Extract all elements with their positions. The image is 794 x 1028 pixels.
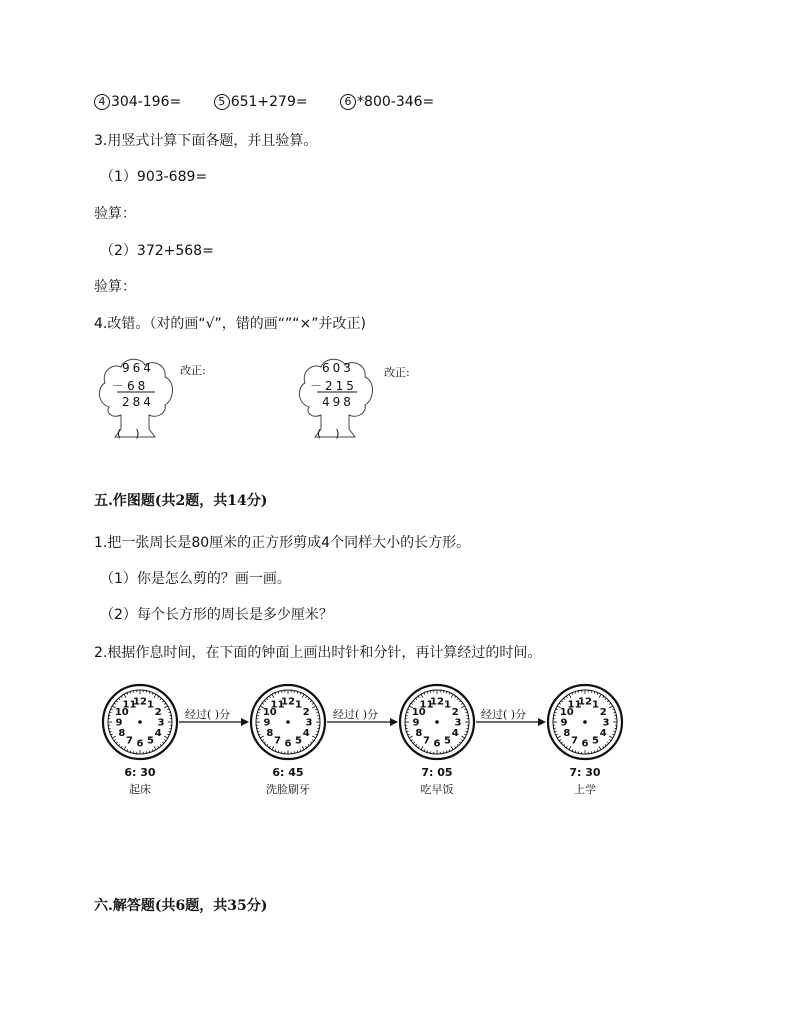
clock-tick <box>605 744 606 745</box>
clock-tick <box>566 696 567 698</box>
clock-tick <box>572 693 573 695</box>
arrow-head-icon <box>390 718 398 726</box>
clock-tick <box>124 694 126 697</box>
clock-tick <box>312 740 314 741</box>
clock-numeral: 2 <box>302 707 310 718</box>
clock-tick <box>559 703 561 704</box>
clock-tick <box>162 742 163 743</box>
clock-tick <box>300 749 301 751</box>
clock-tick <box>164 703 166 704</box>
clock-numeral: 5 <box>295 735 302 747</box>
clock-tick <box>312 736 315 738</box>
clock-numeral: 7 <box>571 735 578 747</box>
equation-6: 6 *800-346= <box>340 94 434 110</box>
clock-tick <box>408 709 410 710</box>
clock-numeral: 2 <box>599 707 607 718</box>
clock-tick <box>154 694 156 697</box>
clock-numeral: 1 <box>295 699 302 711</box>
clock-numeral: 12 <box>430 696 444 708</box>
clock-numeral: 2 <box>451 707 459 718</box>
clock-tick <box>609 736 612 738</box>
clock-tick <box>607 701 608 702</box>
clock-tick <box>114 740 116 741</box>
clock-numeral: 4 <box>154 728 162 739</box>
clock-tick <box>413 701 414 702</box>
clock-numeral: 11 <box>270 699 285 711</box>
clock-tick <box>564 744 565 745</box>
clock-tick <box>424 749 425 751</box>
clock-tick <box>119 744 120 745</box>
clock-numeral: 6 <box>284 738 292 750</box>
clock-tick <box>160 698 161 699</box>
arrow-head-icon <box>241 718 249 726</box>
clock-numeral: 2 <box>154 707 162 718</box>
clock-tick <box>461 740 463 741</box>
clock-tick <box>312 703 314 704</box>
clock-1-time: 6: 30 <box>124 766 156 779</box>
clock-tick <box>302 694 304 697</box>
clock-tick <box>569 746 571 749</box>
clock-3-time: 7: 05 <box>421 766 453 779</box>
clock-center-dot <box>286 720 290 724</box>
q3-check2: 验算： <box>94 279 136 295</box>
clock-tick <box>164 740 166 741</box>
clock-numeral: 9 <box>560 717 568 729</box>
clock-tick <box>310 701 311 702</box>
tree2-result: 498 <box>322 395 354 409</box>
clock-tick <box>164 706 167 708</box>
tree1-answer-paren: ( ) <box>117 427 140 440</box>
clock-tick <box>556 734 558 735</box>
clock-tick <box>464 709 466 710</box>
clock-tick <box>603 696 604 698</box>
clock-tick <box>461 703 463 704</box>
clock-numeral: 9 <box>412 717 420 729</box>
clock-numeral: 12 <box>578 696 592 708</box>
clock-numeral: 6 <box>581 738 589 750</box>
clock-tick <box>421 746 423 749</box>
clock-tick <box>152 749 153 751</box>
clock-tick <box>461 706 464 708</box>
clock-tick <box>121 746 122 748</box>
clock-tick <box>121 696 122 698</box>
clock-tick <box>310 742 311 743</box>
clock-tick <box>306 746 307 748</box>
clock-2-activity: 洗脸刷牙 <box>266 783 310 796</box>
clock-tick <box>264 701 265 702</box>
clock-tick <box>459 701 460 702</box>
clock-tick <box>272 746 274 749</box>
clock-2-time: 6: 45 <box>272 766 304 779</box>
clock-tick <box>421 694 423 697</box>
clock-numeral: 6 <box>136 738 144 750</box>
correction-tree-2 <box>295 355 375 445</box>
clock-tick <box>111 734 113 735</box>
clock-numeral: 1 <box>592 699 599 711</box>
clock-tick <box>116 701 117 702</box>
clock-numeral: 5 <box>444 735 451 747</box>
clock-tick <box>557 736 560 738</box>
clock-tick <box>612 734 614 735</box>
q3-part2: （2）372+568= <box>100 243 214 259</box>
clock-numeral: 3 <box>454 717 462 729</box>
clock-tick <box>260 736 263 738</box>
circle-number: 5 <box>214 94 230 110</box>
arrow-label-2: 经过( )分 <box>333 708 379 721</box>
clock-tick <box>275 749 276 751</box>
clock-tick <box>111 709 113 710</box>
clock-numeral: 4 <box>599 728 607 739</box>
clock-tick <box>259 709 261 710</box>
clock-tick <box>167 709 169 710</box>
section5-q1: 1.把一张周长是80厘米的正方形剪成4个同样大小的长方形。 <box>94 535 471 551</box>
clock-tick <box>112 736 115 738</box>
clock-tick <box>119 698 120 699</box>
clock-tick <box>158 746 159 748</box>
clock-tick <box>308 698 309 699</box>
clock-tick <box>564 698 565 699</box>
clock-tick <box>561 742 562 743</box>
section5-q1b: （2）每个长方形的周长是多少厘米？ <box>100 607 333 623</box>
clock-tick <box>455 746 456 748</box>
clock-tick <box>116 742 117 743</box>
clock-numeral: 3 <box>157 717 165 729</box>
clock-tick <box>315 734 317 735</box>
clock-tick <box>152 693 153 695</box>
clock-tick <box>164 736 167 738</box>
clock-tick <box>127 693 128 695</box>
section5-title: 五.作图题(共2题，共14分) <box>94 493 268 509</box>
clock-1-activity: 起床 <box>129 783 151 796</box>
clock-tick <box>154 746 156 749</box>
clock-tick <box>424 693 425 695</box>
clock-tick <box>572 749 573 751</box>
clock-tick <box>269 696 270 698</box>
clock-center-dot <box>138 720 142 724</box>
clock-tick <box>312 706 315 708</box>
clock-numeral: 7 <box>126 735 133 747</box>
top-equations-row <box>94 94 462 110</box>
clock-tick <box>457 698 458 699</box>
clock-numeral: 10 <box>262 707 277 718</box>
clock-tick <box>306 696 307 698</box>
clock-numeral: 9 <box>263 717 271 729</box>
clock-numeral: 3 <box>602 717 610 729</box>
clock-tick <box>167 734 169 735</box>
section5-q2: 2.根据作息时间，在下面的钟面上画出时针和分针，再计算经过的时间。 <box>94 645 542 661</box>
clock-numeral: 7 <box>274 735 281 747</box>
clock-tick <box>449 693 450 695</box>
clock-numeral: 1 <box>147 699 154 711</box>
clock-tick <box>416 698 417 699</box>
clock-numeral: 5 <box>592 735 599 747</box>
correction-tree-1 <box>95 355 175 445</box>
clock-tick <box>411 703 413 704</box>
clock-tick <box>607 742 608 743</box>
section6-title: 六.解答题(共6题，共35分) <box>94 898 268 914</box>
q4-title: 4.改错。（对的画“√”，错的画“”“×”并改正) <box>94 316 366 332</box>
tree2-correction-label: 改正: <box>384 366 410 379</box>
clock-center-dot <box>583 720 587 724</box>
clock-tick <box>451 746 453 749</box>
clock-tick <box>599 694 601 697</box>
tree1-top-number: 964 <box>122 361 154 375</box>
clock-tick <box>418 696 419 698</box>
clock-tick <box>267 744 268 745</box>
clock-tick <box>455 696 456 698</box>
clock-tick <box>451 694 453 697</box>
clock-tick <box>461 736 464 738</box>
clock-numeral: 11 <box>567 699 582 711</box>
clock-tick <box>609 706 612 708</box>
clock-tick <box>409 736 412 738</box>
tree1-correction-label: 改正: <box>180 364 206 377</box>
clock-numeral: 8 <box>266 728 274 739</box>
clock-tick <box>162 701 163 702</box>
arrow-label-1: 经过( )分 <box>185 708 231 721</box>
clock-tick <box>300 693 301 695</box>
tree2-top-number: 603 <box>322 361 354 375</box>
clock-tick <box>411 740 413 741</box>
clock-tick <box>464 734 466 735</box>
clock-center-dot <box>435 720 439 724</box>
clock-tick <box>566 746 567 748</box>
clock-numeral: 10 <box>114 707 129 718</box>
clock-numeral: 8 <box>563 728 571 739</box>
clock-4-activity: 上学 <box>574 783 596 796</box>
clock-tick <box>609 703 611 704</box>
clock-tick <box>160 744 161 745</box>
clock-tick <box>127 749 128 751</box>
clock-numeral: 4 <box>451 728 459 739</box>
clock-3-activity: 吃早饭 <box>420 783 454 796</box>
clock-tick <box>114 703 116 704</box>
clock-tick <box>556 709 558 710</box>
clock-tick <box>605 698 606 699</box>
clock-tick <box>599 746 601 749</box>
q3-part1: （1）903-689= <box>100 169 208 185</box>
clock-numeral: 12 <box>133 696 147 708</box>
clock-numeral: 10 <box>559 707 574 718</box>
q3-title: 3.用竖式计算下面各题，并且验算。 <box>94 133 318 149</box>
clock-numeral: 11 <box>122 699 137 711</box>
tree1-sub-number: －68 <box>112 379 149 393</box>
equation-5: 5 651+279= <box>214 94 308 110</box>
clock-tick <box>418 746 419 748</box>
clock-tick <box>264 742 265 743</box>
clock-tick <box>569 694 571 697</box>
circle-number: 4 <box>94 94 110 110</box>
clock-numeral: 8 <box>118 728 126 739</box>
clock-tick <box>416 744 417 745</box>
clock-tick <box>559 740 561 741</box>
equation-4: 4 304-196= <box>94 94 181 110</box>
clock-tick <box>413 742 414 743</box>
clock-tick <box>457 744 458 745</box>
clock-tick <box>597 693 598 695</box>
tree1-result: 284 <box>122 395 154 409</box>
clock-tick <box>308 744 309 745</box>
clock-tick <box>259 734 261 735</box>
clock-tick <box>302 746 304 749</box>
clock-tick <box>603 746 604 748</box>
clock-numeral: 11 <box>419 699 434 711</box>
clock-numeral: 6 <box>433 738 441 750</box>
circle-number: 6 <box>340 94 356 110</box>
tree2-answer-paren: ( ) <box>317 427 340 440</box>
clock-tick <box>561 701 562 702</box>
clock-tick <box>267 698 268 699</box>
clock-numeral: 7 <box>423 735 430 747</box>
clock-tick <box>269 746 270 748</box>
clock-numeral: 9 <box>115 717 123 729</box>
clock-tick <box>158 696 159 698</box>
arrow-head-icon <box>538 718 546 726</box>
clock-tick <box>262 740 264 741</box>
clock-numeral: 5 <box>147 735 154 747</box>
clock-tick <box>272 694 274 697</box>
clock-4-time: 7: 30 <box>569 766 601 779</box>
clock-tick <box>275 693 276 695</box>
clock-numeral: 3 <box>305 717 313 729</box>
tree2-sub-number: －215 <box>310 379 357 393</box>
clock-tick <box>262 703 264 704</box>
clock-numeral: 4 <box>302 728 310 739</box>
clock-numeral: 1 <box>444 699 451 711</box>
clock-tick <box>315 709 317 710</box>
section5-q1a: （1）你是怎么剪的？画一画。 <box>100 571 291 587</box>
clock-tick <box>612 709 614 710</box>
q3-check1: 验算： <box>94 206 136 222</box>
clock-tick <box>597 749 598 751</box>
arrow-label-3: 经过( )分 <box>481 708 527 721</box>
clock-numeral: 12 <box>281 696 295 708</box>
clock-tick <box>459 742 460 743</box>
clock-tick <box>124 746 126 749</box>
clock-tick <box>449 749 450 751</box>
clock-tick <box>609 740 611 741</box>
clock-tick <box>408 734 410 735</box>
clock-numeral: 8 <box>415 728 423 739</box>
clock-numeral: 10 <box>411 707 426 718</box>
